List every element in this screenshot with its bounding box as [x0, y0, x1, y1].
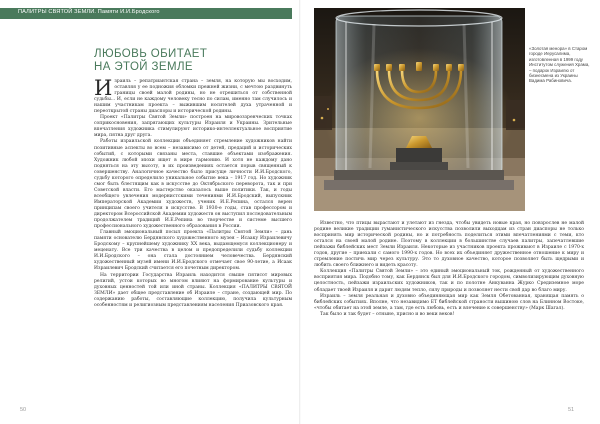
body-paragraph: Коллекция «Палитры Святой Земли» – это единый эмоциональный ток, рожденный от художественного восприятия мира. Подобно тому, как Бердянск был для И.И.Бродского городом, символизирующим духовную целостность, пейзажи израильских художников, так и по полотне Анкуванна Журко Средиземное море обладает твоей Израиля и дарит людям тепло, силу природы и позволяет нести свой дар во благо миру. — [314, 269, 584, 293]
lead-paragraph — [94, 76, 292, 115]
menorah-photo-illustration — [314, 8, 525, 211]
body-paragraph: Израиль – земля реальная и духовно объединяющая мир как Земля Обетованная, хранящая память о библейских событиях. Вполне, что незавидимо ЕТ библейской страности вышиною слов на Блинном Востоке, «чтобы обитает на этой земле, а там, где есть любовь, есть и влечение к совершенству» (Марк Шагал). — [314, 293, 584, 311]
menorah-photo — [314, 8, 525, 211]
body-paragraph: Проект «Палитры Святой Земли» построен на мировоззренческих точках соприкосновения, запрягающих культуры Израиля и Украины. Зрительные впечатления художника стимулируют историко-интеллектуальное восприятие мира, пятна друг друга. — [94, 115, 292, 139]
article-title-line-2: НА ЭТОЙ ЗЕМЛЕ — [94, 61, 193, 73]
body-paragraph: Так было и так будет – отныне, присно и во веки веков! — [320, 311, 455, 317]
page-number-right: 51 — [568, 407, 575, 413]
left-column-text — [94, 76, 292, 309]
body-paragraph: Главный эмоциональный посыл проекта «Палитры Святой Земли» – дань памяти основателю Бердянского художественного музея – Исааку Израилевичу Бродскому – крупнейшему художнику XX века, выдающемуся коллекционеру и меценату. Все три качества в целом и предопределили судьбу коллекции И.И.Бродского – она стала достоянием человечества. Бердянский художественный музей имени И.И.Бродского отмечает свое 90-летие, а Исаак Израилевич Бродский считается его почетным директором. — [94, 230, 292, 272]
article-title — [94, 48, 294, 74]
drop-cap: И — [94, 76, 113, 100]
page-gutter — [299, 0, 301, 424]
body-paragraph: Известно, что птицы вырастают и улетают из гнезда, чтобы увидеть новые края, но повзрослев не малой родине великие традиции гуманистического искусства позволили выходцам из стран диаспоры не только воспринять мир исторической родины, но и потребность поделиться этими впечатлениями с теми, кто остался на своей малой родине. Поэтому в коллекции в большинстве случаев палитры, запечатлевшие пейзажи библейских мест Земли Израиля. Некоторые из участников проекта проживают в Израиле с 1970-х годов, другие – приехали с самого 1990-х годов. Но всех их объединяет дружественное отношение к миру и стремление постичь мир через культуру. Это то духовное качество, которое позволяет быть щедрыми и любить своего ближнего и видеть красоту. — [314, 221, 584, 269]
photo-caption: «Золотая менора» в Старом городе Иерусалима, изготовленная в 1999 году Институтом служения Храма, – подарок Израилю от бизнесмена из Украины Вадима Рабиновича. — [529, 46, 590, 84]
lead-paragraph-text: зраиль – репатриантская страна – земля, на которую мы восходим, оставляя у ее подножия обломки прежней жизни, с мечтою раздвинуть границы своей малой родины, но не отрешиться от собственной судьбы... И, если не каждому человеку тесно по силам, именно там случилось и нашим участникам проекта – выжившим носителей духа утраченной и переоткрытой страны диаспоры и исторической родины. — [94, 79, 292, 115]
right-column-text — [314, 221, 584, 318]
body-paragraph: Работы израильской коллекции объединяет стремление художников найти позитивные аспекты во всем – независимо от детей, предаций и исторических событий, с которыми связаны места, ставшие объектами изображения. Художник любой эпохи ищет в мире гармонию. И хотя не каждому дано подняться на эту высоту, в их произведениях остается порыв священный к совершенству. Аналогичное качество было присуще личности И.И.Бродского, судьбу которого определило уникальное событие века – 1917 год. Но художник смог быть блестящим как в искусстве до Октябрьского переворота, так и при Советской власти. Его мастерство оказалось выше политики. Так, и годы всеобщего увлечения модернистскими течениями И.И.Бродский, выпускник Императорской Академии художеств, ученик И.Е.Репина, остался верен принципам своего учителя в искусстве. В 1930-е годы, став профессором и директором Всероссийской Академии художеств он выступил последовательным продолжателем традиций И.Е.Репина во творчестве и системе высшего профессионального художественного образования в России. — [94, 139, 292, 230]
page-number-left: 50 — [20, 407, 27, 413]
body-paragraph: На территории Государства Израиль находится свыше пятисот мировых религий, устои которых во многом влияют на формирование культуры и духовных ценностей той или иной страны. Коллекция «ПАЛИТРЫ СВЯТОЙ ЗЕМЛИ» дает общее представление об Израиле – стране, создающей мир. По содержанию работы, составляющие коллекцию, получила культурным особенностям и религиозным представлениям населения Приазовского края. — [94, 272, 292, 308]
article-title-line-1: ЛЮБОВЬ ОБИТАЕТ — [94, 48, 208, 60]
running-header-title: ПАЛИТРЫ СВЯТОЙ ЗЕМЛИ. Памяти И.И.Бродского — [18, 9, 160, 15]
